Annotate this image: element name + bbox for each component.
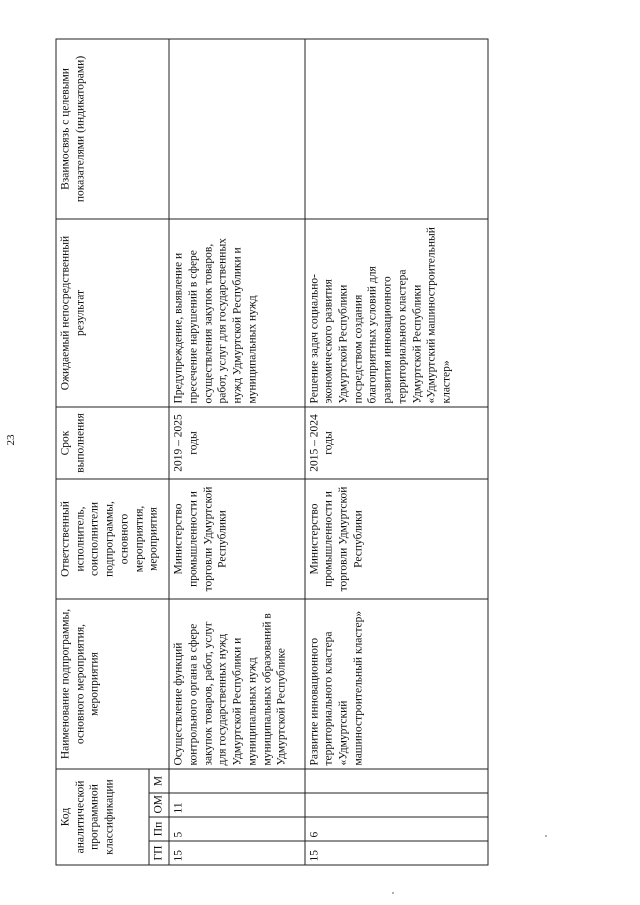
row-executor: Министерство промышленности и торговли Удмуртской Республики (305, 479, 488, 599)
row-pp: 6 (305, 817, 488, 841)
row-name: Осуществление функций контрольного органа в сфере закупок товаров, работ, услуг для государственных нужд Удмуртской Республики и муниципальных нужд муниципальных образований в Удмуртской Республике (169, 599, 304, 769)
row-pp: 5 (169, 817, 304, 841)
header-executor: Ответственный исполнитель, соисполнители подпрограммы, основного мероприятия, мероприятия (56, 479, 169, 599)
header-om: ОМ (149, 793, 169, 817)
program-table-container (56, 40, 489, 866)
scan-speck (545, 835, 547, 837)
program-table (56, 39, 489, 866)
header-result: Ожидаемый непосредственный результат (56, 219, 169, 407)
header-pp: Пп (149, 817, 169, 841)
row-om: 11 (169, 793, 304, 817)
row-m (169, 769, 304, 793)
header-gp: ГП (149, 841, 169, 865)
header-term: Срок выполнения (56, 407, 169, 479)
row-gp: 15 (305, 841, 488, 865)
row-result: Предупреждение, выявление и пресечение нарушений в сфере осуществления закупок товаров, работ, услуг для государственных нужд Удмуртской Республики и муниципальных нужд (169, 219, 304, 407)
page-number: 23 (5, 434, 17, 446)
header-link: Взаимосвязь с целевыми показателями (индикаторами) (56, 39, 169, 219)
row-link (305, 39, 488, 219)
header-row (56, 39, 149, 865)
row-link (169, 39, 304, 219)
row-term: 2019 – 2025 годы (169, 407, 304, 479)
row-result: Решение задач социально-экономического развития Удмуртской Республики посредством создания благоприятных условий для развития инновационного территориального кластера Удмуртской Республики «Удмуртский машиностроительный кластер» (305, 219, 488, 407)
scan-speck (392, 892, 394, 894)
row-m (305, 769, 488, 793)
table-row (169, 39, 304, 865)
header-code: Код аналитической программной классификации (56, 769, 149, 865)
header-m: М (149, 769, 169, 793)
row-term: 2015 – 2024 годы (305, 407, 488, 479)
row-gp: 15 (169, 841, 304, 865)
table-row (305, 39, 488, 865)
row-name: Развитие инновационного территориального кластера «Удмуртский машиностроительный кластер» (305, 599, 488, 769)
row-executor: Министерство промышленности и торговли Удмуртской Республики (169, 479, 304, 599)
header-name: Наименование подпрограммы, основного мероприятия, мероприятия (56, 599, 169, 769)
row-om (305, 793, 488, 817)
